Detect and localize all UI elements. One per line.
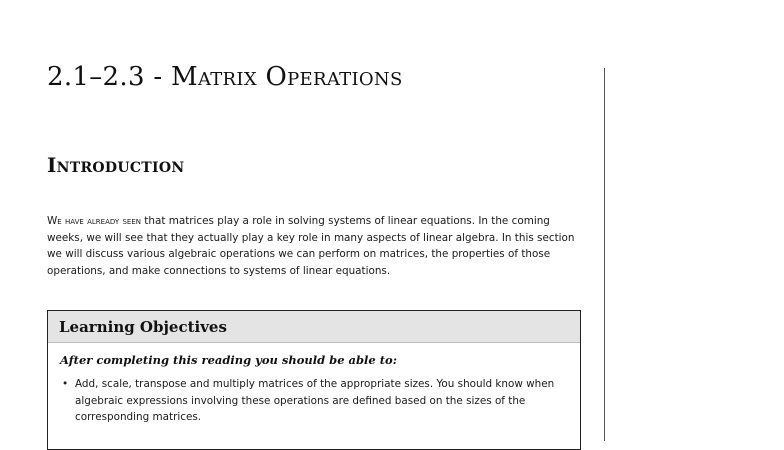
learning-objectives-heading: Learning Objectives: [59, 317, 227, 336]
margin-divider: [604, 68, 605, 441]
bullet-icon: •: [62, 378, 69, 390]
list-item-text: Add, scale, transpose and multiply matrices of the appropriate sizes. You should know when algebraic expressions involving these operations are defined based on the sizes of the corresponding matrices.: [75, 378, 555, 423]
learning-objectives-list: [60, 376, 568, 426]
section-heading-introduction: Introduction: [47, 153, 185, 177]
learning-objectives-header: [48, 311, 580, 343]
page-title: [47, 62, 403, 92]
intro-paragraph: [47, 213, 583, 279]
intro-body: that matrices play a role in solving systems of linear equations. In the coming weeks, we will see that they actually play a key role in many aspects of linear algebra. In this section we will discuss various algebraic operations we can perform on matrices, the properties of those operations, and make connections to systems of linear equations.: [47, 215, 575, 277]
title-number: 2.1–2.3 -: [47, 62, 172, 92]
learning-objectives-lead: After completing this reading you should be able to:: [60, 353, 397, 367]
title-text: Matrix Operations: [171, 62, 403, 92]
learning-objectives-box: [47, 310, 581, 450]
list-item: [60, 376, 568, 426]
intro-lead: We have already seen: [47, 215, 141, 227]
learning-objectives-body: [48, 343, 580, 426]
